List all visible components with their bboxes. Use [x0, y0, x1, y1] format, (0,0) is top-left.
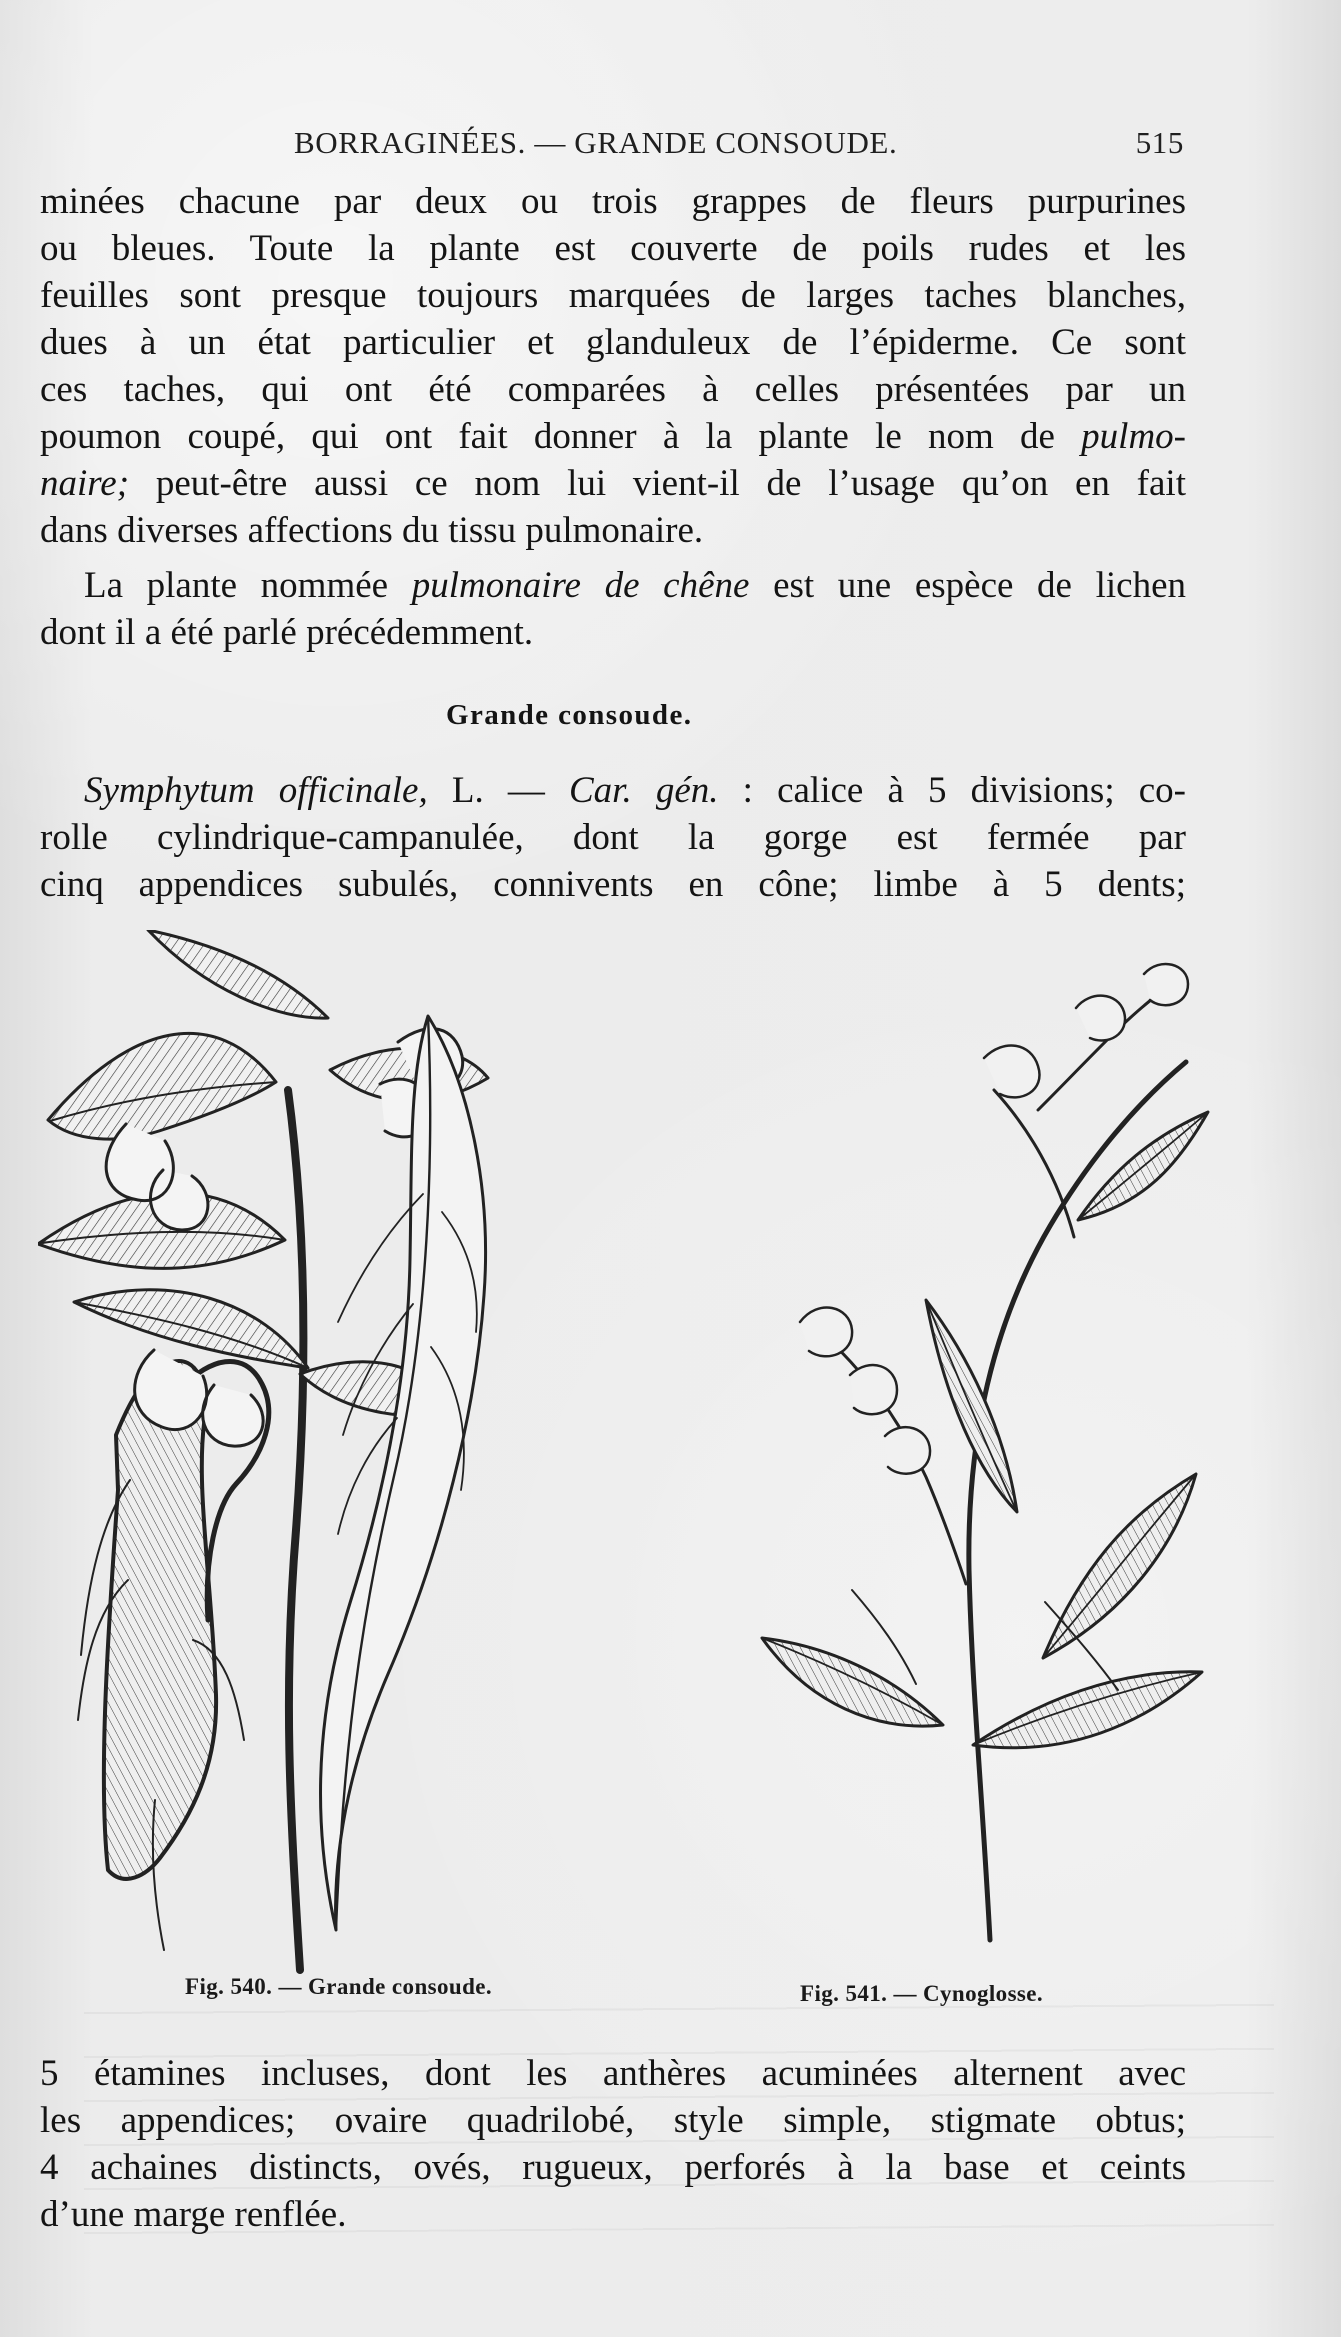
cynoglossum-lower-flowers: [800, 1308, 930, 1474]
running-title: BORRAGINÉES. — GRANDE CONSOUDE.: [294, 125, 898, 160]
text-line: [40, 413, 1186, 460]
species-description: [40, 767, 1186, 908]
paragraph-flower-structure: [40, 2050, 1186, 2238]
cynoglossum-upper-flowers: [984, 964, 1188, 1097]
italic-term: Car. gén.: [568, 770, 719, 811]
text-segment: L. —: [451, 770, 545, 811]
text-line: les appendices; ovaire quadrilobé, style simple, stigmate obtus;: [40, 2100, 1186, 2141]
page-header: [294, 122, 1184, 164]
text-segment: : calice à 5 divisions; co-: [742, 770, 1186, 811]
cynoglossum-main-stem: [969, 1062, 1186, 1940]
paragraph-pulmonaire: [40, 178, 1186, 554]
italic-term: naire;: [40, 463, 130, 504]
figure-541-caption: Fig. 541. — Cynoglosse.: [800, 1981, 1044, 2006]
text-line: dues à un état particulier et glanduleux de l’épiderme. Ce sont: [40, 322, 1186, 363]
text-line: ou bleues. Toute la plante est couverte de poils rudes et les: [40, 228, 1186, 269]
page-number: 515: [1135, 125, 1184, 160]
section-title: Grande consoude.: [446, 699, 693, 731]
botanical-illustrations: [38, 930, 1218, 1990]
text-line: dont il a été parlé précédemment.: [40, 612, 534, 653]
paragraph-lichen: [40, 562, 1186, 656]
engraving-illustration: [38, 930, 1218, 1990]
text-line: rolle cylindrique-campanulée, dont la gorge est fermée par: [40, 817, 1186, 858]
text-line: [40, 460, 1186, 507]
figure-540-caption: Fig. 540. — Grande consoude.: [185, 1974, 493, 1999]
text-segment: est une espèce de lichen: [773, 565, 1187, 606]
comfrey-upper-leaf: [148, 930, 328, 1018]
italic-term: Symphytum officinale,: [84, 770, 428, 811]
comfrey-left-leaf-upper: [48, 1033, 276, 1139]
text-line: dans diverses affections du tissu pulmonaire.: [40, 510, 704, 551]
figure-540-comfrey: [38, 930, 488, 1970]
text-segment: peut-être aussi ce nom lui vient-il de l’usage qu’on en fait: [155, 463, 1186, 504]
text-segment: poumon coupé, qui ont fait donner à la plante le nom de: [40, 416, 1055, 457]
text-line: ces taches, qui ont été comparées à celles présentées par un: [40, 369, 1186, 410]
text-line: 5 étamines incluses, dont les anthères acuminées alternent avec: [40, 2053, 1186, 2094]
text-segment: La plante nommée: [84, 565, 389, 606]
text-line: cinq appendices subulés, connivents en cône; limbe à 5 dents;: [40, 864, 1186, 905]
cynoglossum-lower-right-leaf: [973, 1672, 1202, 1748]
text-line: minées chacune par deux ou trois grappes de fleurs purpurines: [40, 181, 1186, 222]
text-line: feuilles sont presque toujours marquées de larges taches blanches,: [40, 275, 1186, 316]
text-line: [40, 562, 1186, 609]
comfrey-left-leaf-lower: [74, 1290, 308, 1368]
italic-term: pulmonaire de chêne: [411, 565, 750, 606]
figure-541-cynoglossum: [762, 964, 1208, 1940]
text-line: [40, 767, 1186, 814]
text-line: d’une marge renflée.: [40, 2194, 347, 2235]
comfrey-root-shadow: [104, 1361, 216, 1879]
comfrey-main-stem: [288, 1090, 303, 1970]
text-line: 4 achaines distincts, ovés, rugueux, perforés à la base et ceints: [40, 2147, 1186, 2188]
italic-term: pulmo-: [1081, 416, 1186, 457]
